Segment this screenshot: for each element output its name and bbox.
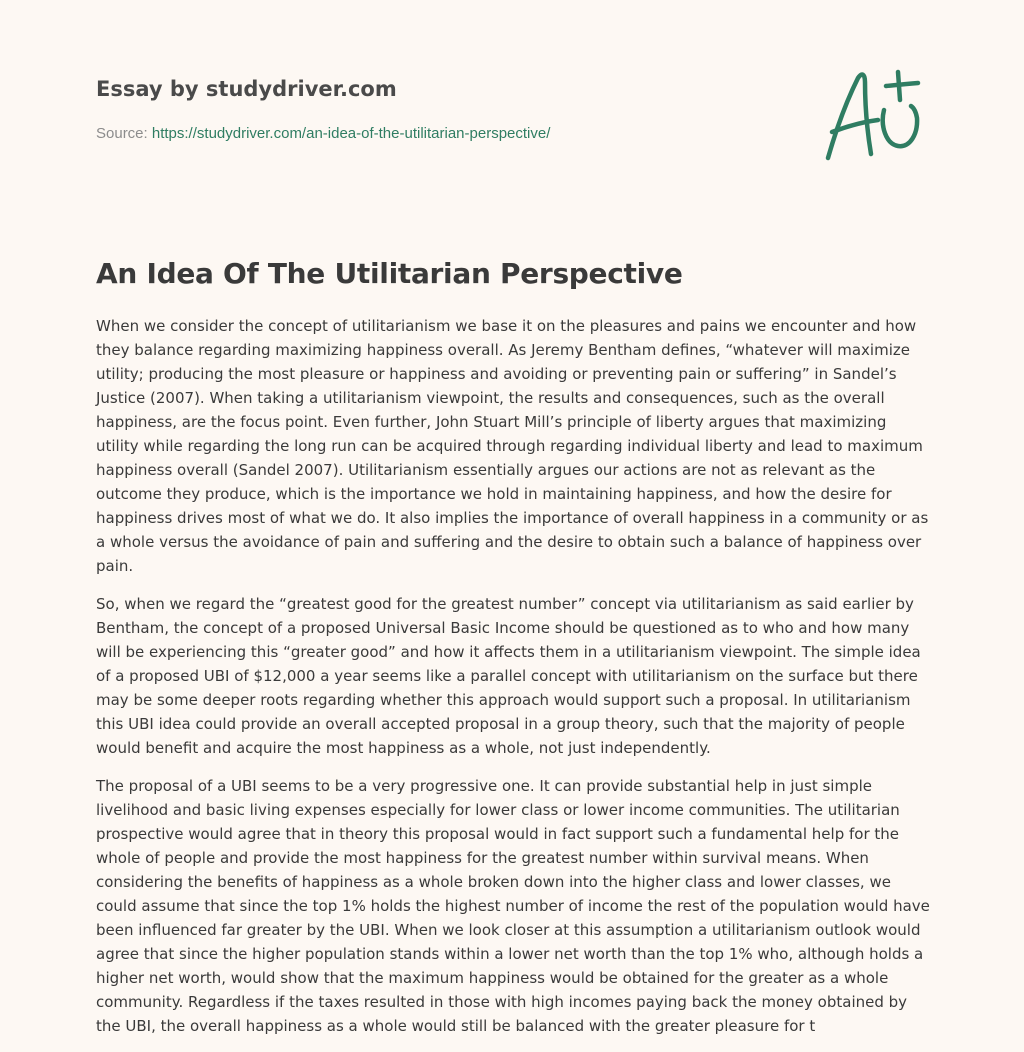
essay-paragraph: So, when we regard the “greatest good for the greatest number” concept via utilitarianism as said earlier by Bentham, the concept of a proposed Universal Basic Income should be questioned as to who and how many will be experiencing this “greater good” and how it affects them in a utilitarianism viewpoint. The simple idea of a proposed UBI of $12,000 a year seems like a parallel concept with utilitarianism on the surface but there may be some deeper roots regarding whether this approach would support such a proposal. In utilitarianism this UBI idea could provide an overall accepted proposal in a group theory, such that the majority of people would benefit and acquire the most happiness as a whole, not just independently. <box>96 595 921 757</box>
brand-title: Essay by studydriver.com <box>96 77 397 101</box>
essay-body <box>96 314 931 1052</box>
essay-paragraph: The proposal of a UBI seems to be a very progressive one. It can provide substantial help in just simple livelihood and basic living expenses especially for lower class or lower income communities. The utilitarian prospective would agree that in theory this proposal would in fact support such a fundamental help for the whole of people and provide the most happiness for the greatest number within survival means. When considering the benefits of happiness as a whole broken down into the higher class and lower classes, we could assume that since the top 1% holds the highest number of income the rest of the population would have been influenced far greater by the UBI. When we look closer at this assumption a utilitarianism outlook would agree that since the higher population stands within a lower net worth than the top 1% who, although holds a higher net worth, would show that the maximum happiness would be obtained for the greater as a whole community. Regardless if the taxes resulted in those with high incomes paying back the money obtained by the UBI, the overall happiness as a whole would still be balanced with the greater pleasure for t <box>96 777 930 1035</box>
essay-paragraph: When we consider the concept of utilitarianism we base it on the pleasures and pains we encounter and how they balance regarding maximizing happiness overall. As Jeremy Bentham defines, “whatever will maximize utility; producing the most pleasure or happiness and avoiding or preventing pain or suffering” in Sandel’s Justice (2007). When taking a utilitarianism viewpoint, the results and consequences, such as the overall happiness, are the focus point. Even further, John Stuart Mill’s principle of liberty argues that maximizing utility while regarding the long run can be acquired through regarding individual liberty and lead to maximum happiness overall (Sandel 2007). Utilitarianism essentially argues our actions are not as relevant as the outcome they produce, which is the importance we hold in maintaining happiness, and how the desire for happiness drives most of what we do. It also implies the importance of overall happiness in a community or as a whole versus the avoidance of pain and suffering and the desire to obtain such a balance of happiness over pain. <box>96 317 929 575</box>
source-label: Source: <box>96 125 148 142</box>
essay-title: An Idea Of The Utilitarian Perspective <box>96 257 683 290</box>
a-plus-logo-icon <box>818 66 930 166</box>
essay-header <box>96 72 796 144</box>
source-line <box>96 124 796 144</box>
source-link[interactable]: https://studydriver.com/an-idea-of-the-utilitarian-perspective/ <box>151 125 551 142</box>
